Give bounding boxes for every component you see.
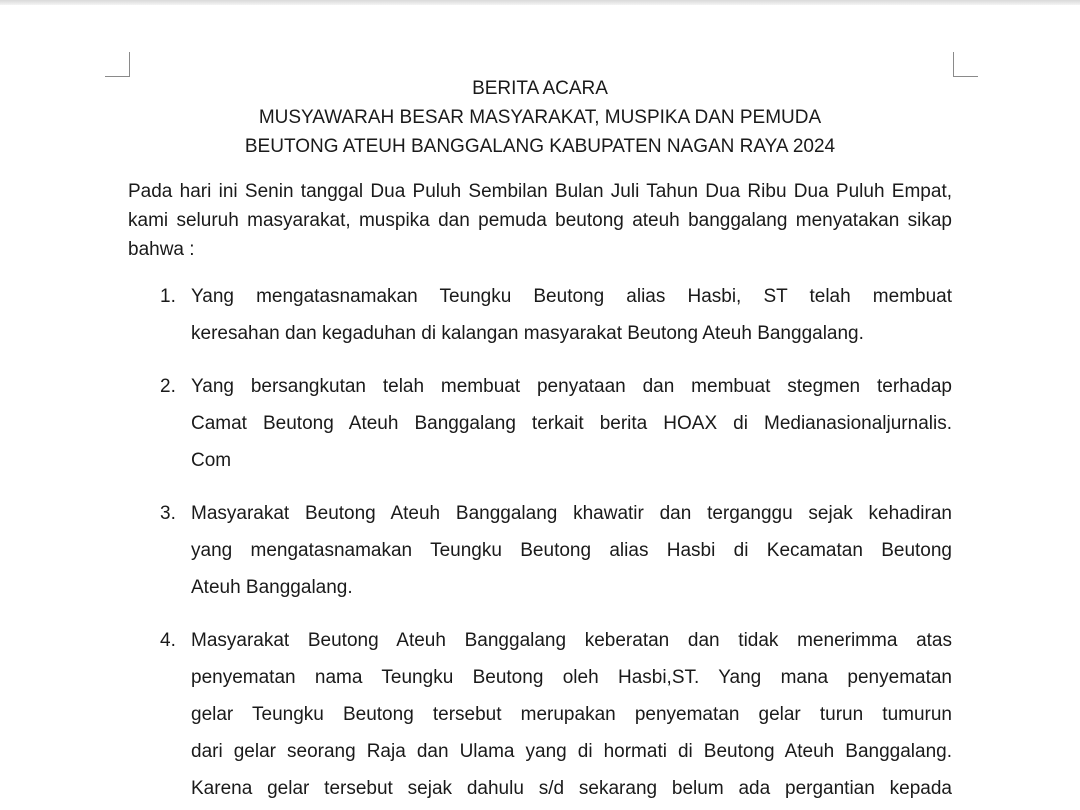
item-4-line-1: Masyarakat Beutong Ateuh Banggalang keberatan dan tidak menerimma atas <box>191 630 952 651</box>
item-4-line-5: Karena gelar tersebut sejak dahulu s/d sekarang belum ada pergantian kepada <box>191 778 952 799</box>
margin-corner-mark-left <box>105 52 130 77</box>
margin-corner-mark-right <box>953 52 978 77</box>
item-3-line-3: Ateuh Banggalang. <box>191 577 353 598</box>
title-line-1: BERITA ACARA <box>472 78 608 99</box>
title-line-3: BEUTONG ATEUH BANGGALANG KABUPATEN NAGAN RAYA 2024 <box>244 136 836 157</box>
item-4-line-4: dari gelar seorang Raja dan Ulama yang di hormati di Beutong Ateuh Banggalang. <box>191 741 952 762</box>
intro-paragraph: Pada hari ini Senin tanggal Dua Puluh Sembilan Bulan Juli Tahun Dua Ribu Dua Puluh Empat, kami seluruh masyarakat, muspika dan pemuda beutong ateuh banggalang menyatakan sikap bahwa : <box>128 181 952 260</box>
item-2-line-1: Yang bersangkutan telah membuat penyataan dan membuat stegmen terhadap <box>191 376 952 397</box>
item-3-number: 3. <box>160 503 176 524</box>
item-4-number: 4. <box>160 630 176 651</box>
item-3-line-1: Masyarakat Beutong Ateuh Banggalang khawatir dan terganggu sejak kehadiran <box>191 503 952 524</box>
item-1-line-1: Yang mengatasnamakan Teungku Beutong alias Hasbi, ST telah membuat <box>191 286 952 307</box>
item-2-line-2: Camat Beutong Ateuh Banggalang terkait berita HOAX di Medianasionaljurnalis. <box>191 413 952 434</box>
item-1-number: 1. <box>160 286 176 307</box>
item-4-line-3: gelar Teungku Beutong tersebut merupakan penyematan gelar turun tumurun <box>191 704 952 725</box>
item-1-line-2: keresahan dan kegaduhan di kalangan masyarakat Beutong Ateuh Banggalang. <box>191 323 864 344</box>
title-line-2: MUSYAWARAH BESAR MASYARAKAT, MUSPIKA DAN PEMUDA <box>258 107 822 128</box>
item-3-line-2: yang mengatasnamakan Teungku Beutong alias Hasbi di Kecamatan Beutong <box>191 540 952 561</box>
item-4-line-2: penyematan nama Teungku Beutong oleh Hasbi,ST. Yang mana penyematan <box>191 667 952 688</box>
item-2-number: 2. <box>160 376 176 397</box>
document-page <box>0 5 1080 810</box>
item-2-line-3: Com <box>191 450 232 471</box>
